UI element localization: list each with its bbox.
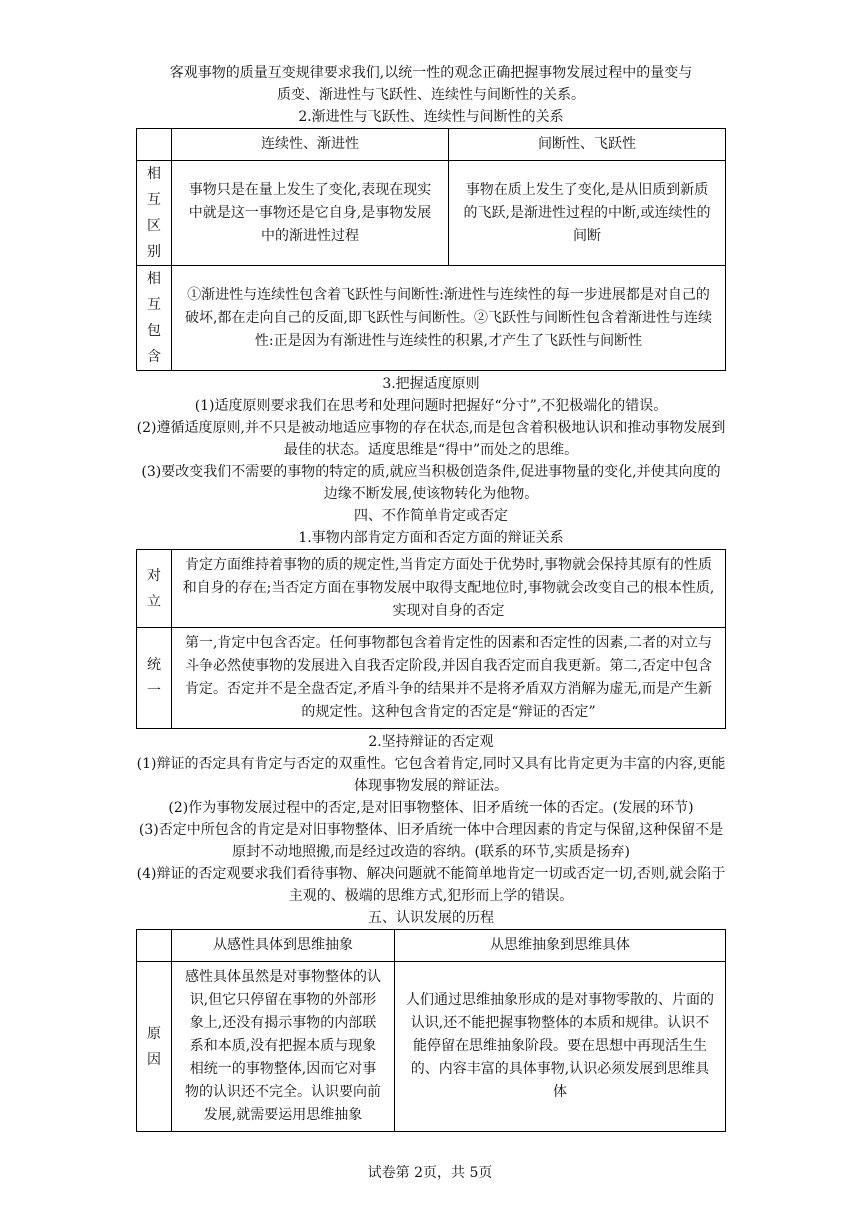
cell-opposition: 肯定方面维持着事物的质的规定性,当肯定方面处于优势时,事物就会保持其原有的性质和自身的存在;当否定方面在事物发展中取得支配地位时,事物就会改变自己的根本性质,实现对自身的否定 [172, 550, 726, 628]
part-5-title: 五、认识发展的历程 [368, 910, 494, 926]
table-corner [137, 129, 172, 161]
section-3-title: 3.把握适度原则 [382, 376, 480, 392]
row-label-difference: 相 互 区 别 [137, 161, 172, 266]
cell-inclusion: ①渐进性与连续性包含着飞跃性与间断性:渐进性与连续性的每一步进展都是对自己的破坏,都在走向自己的反面,即飞跃性与间断性。②飞跃性与间断性包含着渐进性与连续性:正是因为有渐进性与连续性的积累,才产生了飞跃性与间断性 [172, 266, 726, 371]
row-label-unity: 统 一 [137, 628, 172, 729]
table-header-row [137, 129, 726, 161]
part-4-subtitle-1: 1.事物内部肯定方面和否定方面的辩证关系 [298, 530, 564, 546]
part-4-list-item-2: (2)作为事物发展过程中的否定,是对旧事物整体、旧矛盾统一体的否定。(发展的环节) [168, 800, 694, 816]
intro-line-1: 客观事物的质量互变规律要求我们,以统一性的观念正确把握事物发展过程中的量变与 [169, 65, 693, 81]
table-row [137, 161, 726, 266]
header-continuity: 连续性、渐进性 [172, 129, 449, 161]
part-4-list-item-1: (1)辩证的否定具有肯定与否定的双重性。它包含着肯定,同时又具有比肯定更为丰富的内容,更能体现事物发展的辩证法。 [136, 756, 726, 794]
row-label-opposition: 对 立 [137, 550, 172, 628]
table-row [137, 628, 726, 729]
section-3-item-1: (1)适度原则要求我们在思考和处理问题时把握好“分寸”,不犯极端化的错误。 [194, 398, 668, 414]
header-discontinuity: 间断性、飞跃性 [449, 129, 726, 161]
part-4-title: 四、不作简单肯定或否定 [354, 508, 508, 524]
header-abstract-to-concrete: 从思维抽象到思维具体 [395, 930, 726, 962]
cell-perceptual-to-abstract: 感性具体虽然是对事物整体的认识,但它只停留在事物的外部形象上,还没有揭示事物的内部联系和本质,没有把握本质与现象相统一的事物整体,因而它对事物的认识还不完全。认识要向前发展,就需要运用思维抽象 [172, 962, 395, 1132]
cell-discontinuity-diff: 事物在质上发生了变化,是从旧质到新质的飞跃,是渐进性过程的中断,或连续性的间断 [449, 161, 726, 266]
header-perceptual-to-abstract: 从感性具体到思维抽象 [172, 930, 395, 962]
row-label-inclusion: 相 互 包 含 [137, 266, 172, 371]
table-row [137, 962, 726, 1132]
table-cognition [136, 929, 726, 1132]
table-row [137, 550, 726, 628]
table-header-row [137, 930, 726, 962]
cell-unity: 第一,肯定中包含否定。任何事物都包含着肯定性的因素和否定性的因素,二者的对立与斗争必然使事物的发展进入自我否定阶段,并因自我否定而自我更新。第二,否定中包含肯定。否定并不是全盘否定,矛盾斗争的结果并不是将矛盾双方消解为虚无,而是产生新的规定性。这种包含肯定的否定是“辩证的否定” [172, 628, 726, 729]
table-row [137, 266, 726, 371]
row-label-reason: 原 因 [137, 962, 172, 1132]
table-affirm-negate [136, 549, 726, 729]
cell-continuity-diff: 事物只是在量上发生了变化,表现在现实中就是这一事物还是它自身,是事物发展中的渐进性过程 [172, 161, 449, 266]
part-4-subtitle-2: 2.坚持辩证的否定观 [368, 734, 494, 750]
part-4-list-item-4: (4)辩证的否定观要求我们看待事物、解决问题就不能简单地肯定一切或否定一切,否则,就会陷于主观的、极端的思维方式,犯形而上学的错误。 [136, 866, 726, 904]
section-3-item-2: (2)遵循适度原则,并不只是被动地适应事物的存在状态,而是包含着积极地认识和推动事物发展到最佳的状态。适度思维是“得中”而处之的思维。 [136, 420, 726, 458]
cell-abstract-to-concrete: 人们通过思维抽象形成的是对事物零散的、片面的认识,还不能把握事物整体的本质和规律。认识不能停留在思维抽象阶段。要在思想中再现活生生的、内容丰富的具体事物,认识必须发展到思维具体 [395, 962, 726, 1132]
part-4-list-item-3: (3)否定中所包含的肯定是对旧事物整体、旧矛盾统一体中合理因素的肯定与保留,这种保留不是原封不动地照搬,而是经过改造的容纳。(联系的环节,实质是扬弃) [138, 822, 724, 860]
table-corner [137, 930, 172, 962]
intro-line-2: 质变、渐进性与飞跃性、连续性与间断性的关系。 [277, 87, 585, 103]
page-footer: 试卷第 2页，共 5页 [367, 1165, 493, 1181]
section-2-title: 2.渐进性与飞跃性、连续性与间断性的关系 [298, 109, 564, 125]
section-3-item-3: (3)要改变我们不需要的事物的特定的质,就应当积极创造条件,促进事物量的变化,并使其向度的边缘不断发展,使该物转化为他物。 [141, 464, 721, 502]
table-gradual-leap [136, 128, 726, 371]
document-page [136, 62, 726, 1132]
